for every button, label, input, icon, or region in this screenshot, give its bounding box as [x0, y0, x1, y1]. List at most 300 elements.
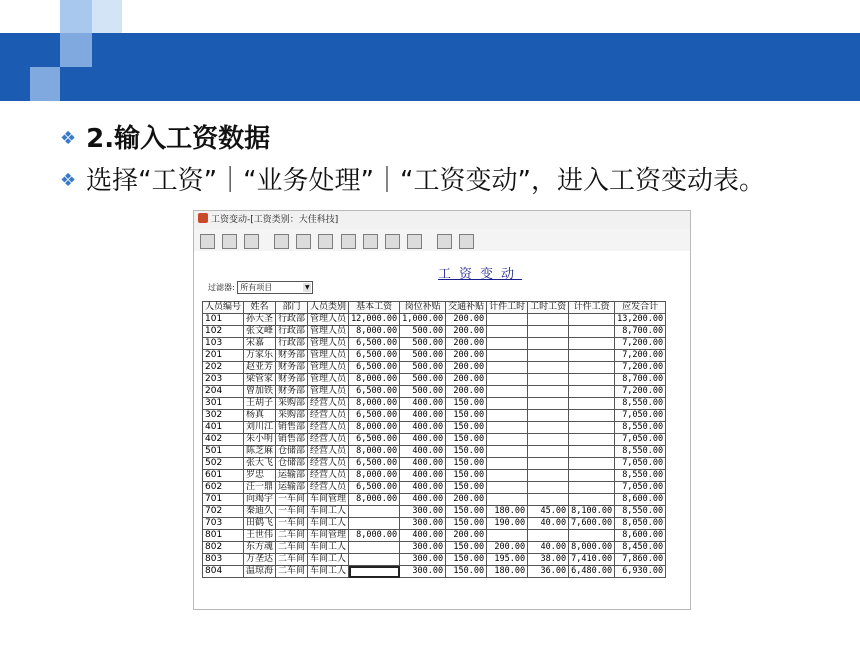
table-cell[interactable]: 38.00 — [528, 554, 569, 566]
table-row — [203, 374, 666, 386]
table-cell[interactable]: 8,050.00 — [615, 518, 666, 530]
table-cell[interactable]: 8,550.00 — [615, 470, 666, 482]
table-cell[interactable] — [569, 470, 615, 482]
table-cell[interactable]: 8,000.00 — [569, 542, 615, 554]
table-cell[interactable]: 经营人员 — [308, 422, 349, 434]
table-cell[interactable] — [487, 422, 528, 434]
filter-label: 过滤器: — [208, 283, 235, 292]
column-header[interactable]: 姓名 — [244, 302, 276, 314]
app-icon — [198, 213, 208, 223]
table-cell[interactable]: 8,000.00 — [349, 326, 400, 338]
table-cell[interactable]: 孙大圣 — [244, 314, 276, 326]
list-icon[interactable] — [407, 234, 422, 249]
window-titlebar — [194, 211, 690, 229]
sort-icon[interactable] — [385, 234, 400, 249]
summary-icon[interactable] — [296, 234, 311, 249]
table-cell[interactable] — [349, 506, 400, 518]
table-cell[interactable]: 仓储部 — [276, 446, 308, 458]
table-cell[interactable] — [487, 470, 528, 482]
table-cell[interactable] — [528, 494, 569, 506]
table-cell[interactable] — [569, 350, 615, 362]
table-cell[interactable]: 150.00 — [446, 422, 487, 434]
table-cell[interactable]: 管理人员 — [308, 326, 349, 338]
table-cell[interactable]: 万垄达 — [244, 554, 276, 566]
table-cell[interactable]: 7,860.00 — [615, 554, 666, 566]
table-cell[interactable]: 7,200.00 — [615, 362, 666, 374]
table-cell[interactable]: 梁管家 — [244, 374, 276, 386]
table-cell[interactable]: 702 — [203, 506, 244, 518]
table-cell[interactable]: 车间工人 — [308, 566, 349, 578]
table-cell[interactable]: 200.00 — [446, 338, 487, 350]
table-cell[interactable]: 管理人员 — [308, 374, 349, 386]
table-cell[interactable]: 二车间 — [276, 566, 308, 578]
filter-bar — [208, 281, 313, 294]
table-cell[interactable]: 行政部 — [276, 326, 308, 338]
table-row — [203, 518, 666, 530]
table-cell[interactable] — [569, 410, 615, 422]
table-cell[interactable] — [569, 326, 615, 338]
table-cell[interactable]: 36.00 — [528, 566, 569, 578]
edit-icon[interactable] — [318, 234, 333, 249]
table-cell[interactable]: 8,700.00 — [615, 374, 666, 386]
table-cell[interactable] — [569, 446, 615, 458]
table-cell[interactable]: 400.00 — [400, 494, 446, 506]
table-cell[interactable] — [487, 434, 528, 446]
table-cell[interactable]: 管理人员 — [308, 386, 349, 398]
table-cell[interactable] — [528, 386, 569, 398]
table-cell[interactable]: 8,550.00 — [615, 398, 666, 410]
bullet-text: 2.输入工资数据 — [86, 124, 271, 154]
table-cell[interactable]: 王胡子 — [244, 398, 276, 410]
table-cell[interactable] — [569, 338, 615, 350]
table-cell[interactable] — [487, 386, 528, 398]
table-cell[interactable]: 500.00 — [400, 350, 446, 362]
table-cell[interactable]: 803 — [203, 554, 244, 566]
print-icon[interactable] — [200, 234, 215, 249]
exit-icon[interactable] — [459, 234, 474, 249]
table-cell[interactable]: 8,550.00 — [615, 446, 666, 458]
table-cell[interactable]: 7,200.00 — [615, 386, 666, 398]
table-cell[interactable] — [569, 458, 615, 470]
table-row — [203, 566, 666, 578]
table-cell[interactable] — [528, 422, 569, 434]
table-cell[interactable]: 运输部 — [276, 470, 308, 482]
table-row — [203, 398, 666, 410]
table-cell[interactable] — [349, 518, 400, 530]
table-cell[interactable]: 经营人员 — [308, 458, 349, 470]
table-cell[interactable]: 203 — [203, 374, 244, 386]
table-cell[interactable]: 150.00 — [446, 410, 487, 422]
table-cell[interactable] — [569, 530, 615, 542]
window-title: 工资变动-[工资类别：大佳科技] — [211, 215, 339, 225]
diamond-bullet-icon: ❖ — [60, 170, 77, 191]
table-cell[interactable]: 200.00 — [446, 326, 487, 338]
table-cell[interactable]: 301 — [203, 398, 244, 410]
table-cell[interactable]: 仓储部 — [276, 458, 308, 470]
filter-icon[interactable] — [341, 234, 356, 249]
table-cell[interactable]: 180.00 — [487, 506, 528, 518]
table-cell[interactable]: 195.00 — [487, 554, 528, 566]
dropdown-arrow-icon[interactable]: ▼ — [304, 284, 310, 291]
table-row — [203, 542, 666, 554]
table-cell[interactable]: 行政部 — [276, 314, 308, 326]
table-cell[interactable]: 150.00 — [446, 518, 487, 530]
table-cell[interactable]: 150.00 — [446, 398, 487, 410]
table-cell[interactable]: 801 — [203, 530, 244, 542]
table-cell[interactable]: 150.00 — [446, 506, 487, 518]
column-header[interactable]: 人员编号 — [203, 302, 244, 314]
table-cell[interactable] — [528, 470, 569, 482]
table-row — [203, 458, 666, 470]
table-cell[interactable]: 陈芝麻 — [244, 446, 276, 458]
table-cell[interactable] — [569, 494, 615, 506]
table-cell[interactable]: 8,100.00 — [569, 506, 615, 518]
table-cell[interactable] — [487, 326, 528, 338]
table-cell[interactable]: 8,000.00 — [349, 446, 400, 458]
table-cell[interactable]: 150.00 — [446, 458, 487, 470]
table-cell[interactable] — [569, 398, 615, 410]
table-cell[interactable] — [528, 350, 569, 362]
table-cell[interactable] — [487, 314, 528, 326]
table-cell[interactable]: 8,450.00 — [615, 542, 666, 554]
table-cell[interactable]: 200.00 — [446, 374, 487, 386]
table-cell[interactable]: 12,000.00 — [349, 314, 400, 326]
table-cell[interactable] — [569, 374, 615, 386]
table-cell[interactable]: 500.00 — [400, 362, 446, 374]
table-cell[interactable]: 财务部 — [276, 386, 308, 398]
table-cell[interactable]: 300.00 — [400, 566, 446, 578]
table-cell[interactable]: 二车间 — [276, 542, 308, 554]
column-header[interactable]: 应发合计 — [615, 302, 666, 314]
table-cell[interactable]: 7,050.00 — [615, 458, 666, 470]
table-cell[interactable]: 赵亚芳 — [244, 362, 276, 374]
column-header[interactable]: 人员类别 — [308, 302, 349, 314]
table-cell[interactable]: 400.00 — [400, 458, 446, 470]
table-cell[interactable]: 刘川江 — [244, 422, 276, 434]
table-cell[interactable]: 车间工人 — [308, 506, 349, 518]
table-cell[interactable] — [528, 458, 569, 470]
table-cell[interactable]: 6,930.00 — [615, 566, 666, 578]
table-cell[interactable]: 13,200.00 — [615, 314, 666, 326]
table-cell[interactable]: 402 — [203, 434, 244, 446]
table-cell[interactable]: 王世伟 — [244, 530, 276, 542]
table-cell[interactable] — [487, 338, 528, 350]
table-cell[interactable]: 行政部 — [276, 338, 308, 350]
bullet-heading — [60, 118, 270, 155]
salary-table — [202, 301, 666, 578]
diamond-bullet-icon: ❖ — [60, 128, 77, 149]
table-cell[interactable] — [487, 350, 528, 362]
table-cell[interactable]: 朱小明 — [244, 434, 276, 446]
table-row — [203, 326, 666, 338]
table-cell[interactable]: 田鹤飞 — [244, 518, 276, 530]
table-cell[interactable] — [528, 374, 569, 386]
table-cell[interactable]: 东方魂 — [244, 542, 276, 554]
table-cell[interactable]: 400.00 — [400, 410, 446, 422]
table-cell[interactable]: 804 — [203, 566, 244, 578]
table-cell[interactable]: 200.00 — [446, 530, 487, 542]
table-cell[interactable] — [528, 530, 569, 542]
table-cell[interactable]: 7,600.00 — [569, 518, 615, 530]
table-cell[interactable]: 200.00 — [446, 362, 487, 374]
table-cell[interactable]: 102 — [203, 326, 244, 338]
table-cell[interactable]: 6,480.00 — [569, 566, 615, 578]
table-cell[interactable]: 6,500.00 — [349, 410, 400, 422]
table-cell[interactable]: 150.00 — [446, 566, 487, 578]
deco-square — [30, 67, 60, 101]
table-cell[interactable]: 采购部 — [276, 398, 308, 410]
table-cell[interactable]: 200.00 — [446, 494, 487, 506]
table-row — [203, 470, 666, 482]
table-cell[interactable] — [487, 374, 528, 386]
table-cell[interactable]: 150.00 — [446, 446, 487, 458]
table-cell[interactable]: 500.00 — [400, 386, 446, 398]
table-cell[interactable]: 8,000.00 — [349, 422, 400, 434]
table-cell[interactable]: 180.00 — [487, 566, 528, 578]
table-cell[interactable]: 6,500.00 — [349, 458, 400, 470]
table-cell[interactable] — [487, 410, 528, 422]
table-cell[interactable]: 400.00 — [400, 422, 446, 434]
table-cell[interactable]: 向竭宇 — [244, 494, 276, 506]
table-cell[interactable]: 8,600.00 — [615, 494, 666, 506]
table-cell[interactable]: 103 — [203, 338, 244, 350]
table-cell[interactable]: 6,500.00 — [349, 434, 400, 446]
table-row — [203, 386, 666, 398]
table-cell[interactable]: 400.00 — [400, 434, 446, 446]
table-cell[interactable] — [569, 422, 615, 434]
table-cell[interactable] — [528, 482, 569, 494]
table-cell[interactable]: 602 — [203, 482, 244, 494]
table-cell[interactable]: 190.00 — [487, 518, 528, 530]
table-cell[interactable]: 经营人员 — [308, 482, 349, 494]
table-cell[interactable]: 703 — [203, 518, 244, 530]
column-header[interactable]: 工时工资 — [528, 302, 569, 314]
table-cell[interactable] — [528, 338, 569, 350]
table-cell[interactable]: 6,500.00 — [349, 386, 400, 398]
table-cell[interactable]: 400.00 — [400, 398, 446, 410]
sheet-title: 工资变动 — [438, 267, 523, 282]
table-cell[interactable]: 200.00 — [446, 314, 487, 326]
table-cell[interactable]: 150.00 — [446, 554, 487, 566]
table-cell[interactable]: 7,200.00 — [615, 338, 666, 350]
table-header-row — [203, 302, 666, 314]
table-cell[interactable] — [487, 446, 528, 458]
title-banner — [0, 33, 860, 101]
table-cell[interactable] — [528, 434, 569, 446]
table-row — [203, 554, 666, 566]
table-cell[interactable]: 8,600.00 — [615, 530, 666, 542]
table-cell[interactable]: 一车间 — [276, 518, 308, 530]
deco-square — [60, 33, 92, 67]
table-cell[interactable]: 500.00 — [400, 338, 446, 350]
table-cell[interactable]: 6,500.00 — [349, 362, 400, 374]
table-cell[interactable]: 经营人员 — [308, 446, 349, 458]
export-icon[interactable] — [244, 234, 259, 249]
table-row — [203, 530, 666, 542]
table-cell[interactable] — [528, 326, 569, 338]
table-cell[interactable]: 501 — [203, 446, 244, 458]
table-cell[interactable] — [528, 446, 569, 458]
table-cell[interactable] — [528, 362, 569, 374]
table-cell[interactable]: 一车间 — [276, 494, 308, 506]
table-cell[interactable]: 150.00 — [446, 542, 487, 554]
table-cell[interactable]: 曾加铁 — [244, 386, 276, 398]
table-cell[interactable]: 采购部 — [276, 410, 308, 422]
column-header[interactable]: 计件工时 — [487, 302, 528, 314]
table-cell[interactable]: 张大飞 — [244, 458, 276, 470]
table-cell[interactable]: 300.00 — [400, 542, 446, 554]
toolbar — [194, 229, 690, 251]
table-cell[interactable]: 财务部 — [276, 362, 308, 374]
table-cell[interactable] — [569, 386, 615, 398]
table-cell[interactable]: 7,050.00 — [615, 410, 666, 422]
table-cell[interactable] — [349, 542, 400, 554]
table-cell[interactable]: 罗忠 — [244, 470, 276, 482]
table-cell[interactable]: 8,000.00 — [349, 398, 400, 410]
table-cell[interactable]: 601 — [203, 470, 244, 482]
table-cell[interactable]: 40.00 — [528, 518, 569, 530]
table-cell[interactable]: 300.00 — [400, 554, 446, 566]
table-cell[interactable]: 车间工人 — [308, 518, 349, 530]
help-icon[interactable] — [437, 234, 452, 249]
table-cell[interactable]: 6,500.00 — [349, 338, 400, 350]
table-cell[interactable]: 管理人员 — [308, 362, 349, 374]
table-cell[interactable]: 400.00 — [400, 470, 446, 482]
table-cell[interactable] — [487, 494, 528, 506]
table-cell[interactable]: 401 — [203, 422, 244, 434]
table-cell[interactable]: 财务部 — [276, 374, 308, 386]
table-cell[interactable] — [487, 458, 528, 470]
table-cell[interactable]: 二车间 — [276, 530, 308, 542]
table-cell[interactable]: 101 — [203, 314, 244, 326]
table-cell[interactable]: 150.00 — [446, 470, 487, 482]
table-cell[interactable]: 8,000.00 — [349, 470, 400, 482]
table-cell[interactable]: 经营人员 — [308, 410, 349, 422]
table-cell[interactable]: 7,410.00 — [569, 554, 615, 566]
column-header[interactable]: 岗位补贴 — [400, 302, 446, 314]
table-cell[interactable]: 车间工人 — [308, 542, 349, 554]
table-cell[interactable]: 车间管理 — [308, 530, 349, 542]
table-cell[interactable]: 管理人员 — [308, 338, 349, 350]
table-cell[interactable]: 150.00 — [446, 434, 487, 446]
table-cell[interactable]: 45.00 — [528, 506, 569, 518]
deco-square — [60, 0, 92, 33]
table-cell[interactable] — [569, 314, 615, 326]
filter-select[interactable] — [237, 281, 313, 294]
table-cell[interactable]: 8,000.00 — [349, 374, 400, 386]
table-cell[interactable]: 运输部 — [276, 482, 308, 494]
table-cell[interactable]: 车间工人 — [308, 554, 349, 566]
column-header[interactable]: 交通补贴 — [446, 302, 487, 314]
table-cell[interactable]: 202 — [203, 362, 244, 374]
table-cell[interactable]: 300.00 — [400, 506, 446, 518]
table-cell[interactable] — [487, 482, 528, 494]
table-cell[interactable]: 200.00 — [487, 542, 528, 554]
table-cell[interactable]: 502 — [203, 458, 244, 470]
table-row — [203, 494, 666, 506]
table-cell[interactable]: 温琼海 — [244, 566, 276, 578]
table-cell[interactable]: 6,500.00 — [349, 482, 400, 494]
table-cell[interactable] — [487, 398, 528, 410]
table-cell[interactable]: 管理人员 — [308, 314, 349, 326]
table-cell[interactable]: 7,050.00 — [615, 434, 666, 446]
table-cell[interactable]: 秦迪久 — [244, 506, 276, 518]
table-cell[interactable]: 销售部 — [276, 434, 308, 446]
table-cell[interactable]: 200.00 — [446, 386, 487, 398]
column-header[interactable]: 基本工资 — [349, 302, 400, 314]
table-cell[interactable]: 400.00 — [400, 482, 446, 494]
table-cell[interactable]: 400.00 — [400, 530, 446, 542]
table-row — [203, 362, 666, 374]
table-cell[interactable]: 宋嘉 — [244, 338, 276, 350]
table-cell[interactable]: 销售部 — [276, 422, 308, 434]
table-cell[interactable]: 经营人员 — [308, 470, 349, 482]
table-cell[interactable]: 8,550.00 — [615, 422, 666, 434]
table-cell[interactable]: 500.00 — [400, 326, 446, 338]
table-cell[interactable]: 400.00 — [400, 446, 446, 458]
table-cell[interactable]: 车间管理 — [308, 494, 349, 506]
deco-square — [92, 0, 122, 33]
bullet-text: 选择“工资”｜“业务处理”｜“工资变动”，进入工资变动表。 — [86, 166, 765, 196]
table-cell[interactable]: 200.00 — [446, 350, 487, 362]
table-cell[interactable]: 8,550.00 — [615, 506, 666, 518]
table-cell[interactable] — [528, 410, 569, 422]
table-cell[interactable]: 201 — [203, 350, 244, 362]
table-cell[interactable]: 802 — [203, 542, 244, 554]
table-cell[interactable]: 300.00 — [400, 518, 446, 530]
preview-icon[interactable] — [222, 234, 237, 249]
table-cell[interactable]: 6,500.00 — [349, 350, 400, 362]
table-cell[interactable]: 40.00 — [528, 542, 569, 554]
table-cell[interactable] — [528, 398, 569, 410]
table-row — [203, 446, 666, 458]
column-header[interactable]: 计件工资 — [569, 302, 615, 314]
table-cell[interactable] — [487, 362, 528, 374]
table-cell[interactable] — [349, 554, 400, 566]
table-cell[interactable] — [528, 314, 569, 326]
table-cell[interactable] — [569, 482, 615, 494]
table-cell[interactable]: 1,000.00 — [400, 314, 446, 326]
table-cell[interactable]: 701 — [203, 494, 244, 506]
calculator-icon[interactable] — [274, 234, 289, 249]
table-cell[interactable]: 一车间 — [276, 506, 308, 518]
table-cell[interactable]: 500.00 — [400, 374, 446, 386]
table-cell[interactable] — [569, 362, 615, 374]
table-cell[interactable]: 7,200.00 — [615, 350, 666, 362]
table-cell[interactable]: 经营人员 — [308, 398, 349, 410]
table-cell[interactable]: 二车间 — [276, 554, 308, 566]
column-header[interactable]: 部门 — [276, 302, 308, 314]
table-cell[interactable] — [569, 434, 615, 446]
table-cell[interactable]: 杨真 — [244, 410, 276, 422]
table-cell[interactable]: 8,700.00 — [615, 326, 666, 338]
table-cell[interactable]: 汪一鼎 — [244, 482, 276, 494]
table-cell[interactable] — [349, 566, 400, 578]
table-cell[interactable]: 财务部 — [276, 350, 308, 362]
table-cell[interactable]: 管理人员 — [308, 350, 349, 362]
locate-icon[interactable] — [363, 234, 378, 249]
table-cell[interactable]: 经营人员 — [308, 434, 349, 446]
table-cell[interactable]: 302 — [203, 410, 244, 422]
table-cell[interactable]: 8,000.00 — [349, 530, 400, 542]
table-cell[interactable] — [487, 530, 528, 542]
table-cell[interactable]: 7,050.00 — [615, 482, 666, 494]
table-cell[interactable]: 8,000.00 — [349, 494, 400, 506]
table-cell[interactable]: 204 — [203, 386, 244, 398]
table-cell[interactable]: 万家乐 — [244, 350, 276, 362]
table-cell[interactable]: 150.00 — [446, 482, 487, 494]
table-cell[interactable]: 张文峰 — [244, 326, 276, 338]
